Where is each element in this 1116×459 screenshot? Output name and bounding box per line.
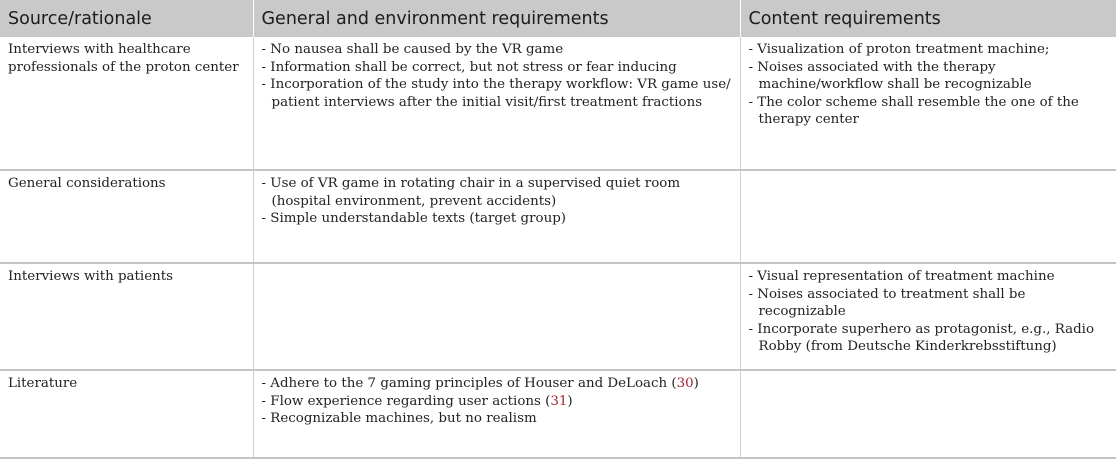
content-cell (740, 370, 1116, 458)
header-row (0, 0, 1116, 37)
list-item: - Visualization of proton treatment machine; (748, 42, 1050, 57)
list-item: - Information shall be correct, but not stress or fear inducing (261, 59, 677, 75)
table-row (0, 37, 1116, 170)
general-cell (253, 370, 740, 458)
table-row (0, 370, 1116, 458)
content-cell (740, 170, 1116, 263)
list-item: - Flow experience regarding user actions (31) (261, 393, 573, 409)
general-cell (253, 263, 740, 370)
list-item: - Adhere to the 7 gaming principles of Houser and DeLoach (30) (261, 376, 699, 391)
source-cell: Literature (0, 370, 253, 458)
list-item: - No nausea shall be caused by the VR game (261, 42, 564, 57)
source-cell: Interviews with healthcare professionals of the proton center (8, 42, 239, 75)
list-item: - Visual representation of treatment machine (748, 269, 1055, 284)
content-cell (740, 263, 1116, 370)
source-cell: Interviews with patients (0, 263, 253, 370)
citation-link[interactable]: 31 (550, 393, 568, 409)
source-cell: General considerations (0, 170, 253, 263)
general-cell (253, 37, 740, 170)
table-row (0, 170, 1116, 263)
list-item: - Recognizable machines, but no realism (261, 411, 537, 426)
list-item: - Use of VR game in rotating chair in a supervised quiet room (hospital environment, prevent accidents) (261, 176, 681, 209)
list-item: - Noises associated to treatment shall be recognizable (748, 286, 1026, 319)
header-general: General and environment requirements (253, 0, 740, 37)
citation-link[interactable]: 30 (676, 376, 694, 391)
list-item: - Incorporate superhero as protagonist, e.g., Radio Robby (from Deutsche Kinderkrebsstiftung) (748, 321, 1095, 354)
header-content: Content requirements (740, 0, 1116, 37)
list-item: - Incorporation of the study into the therapy workflow: VR game use/ patient interviews after the initial visit/first treatment fractions (261, 77, 731, 110)
general-cell (253, 170, 740, 263)
content-cell (740, 37, 1116, 170)
header-source: Source/rationale (0, 0, 253, 37)
list-item: - The color scheme shall resemble the one of the therapy center (748, 94, 1079, 127)
list-item: - Simple understandable texts (target group) (261, 211, 567, 226)
table-row (0, 263, 1116, 370)
list-item: - Noises associated with the therapy machine/workflow shall be recognizable (748, 59, 1032, 92)
